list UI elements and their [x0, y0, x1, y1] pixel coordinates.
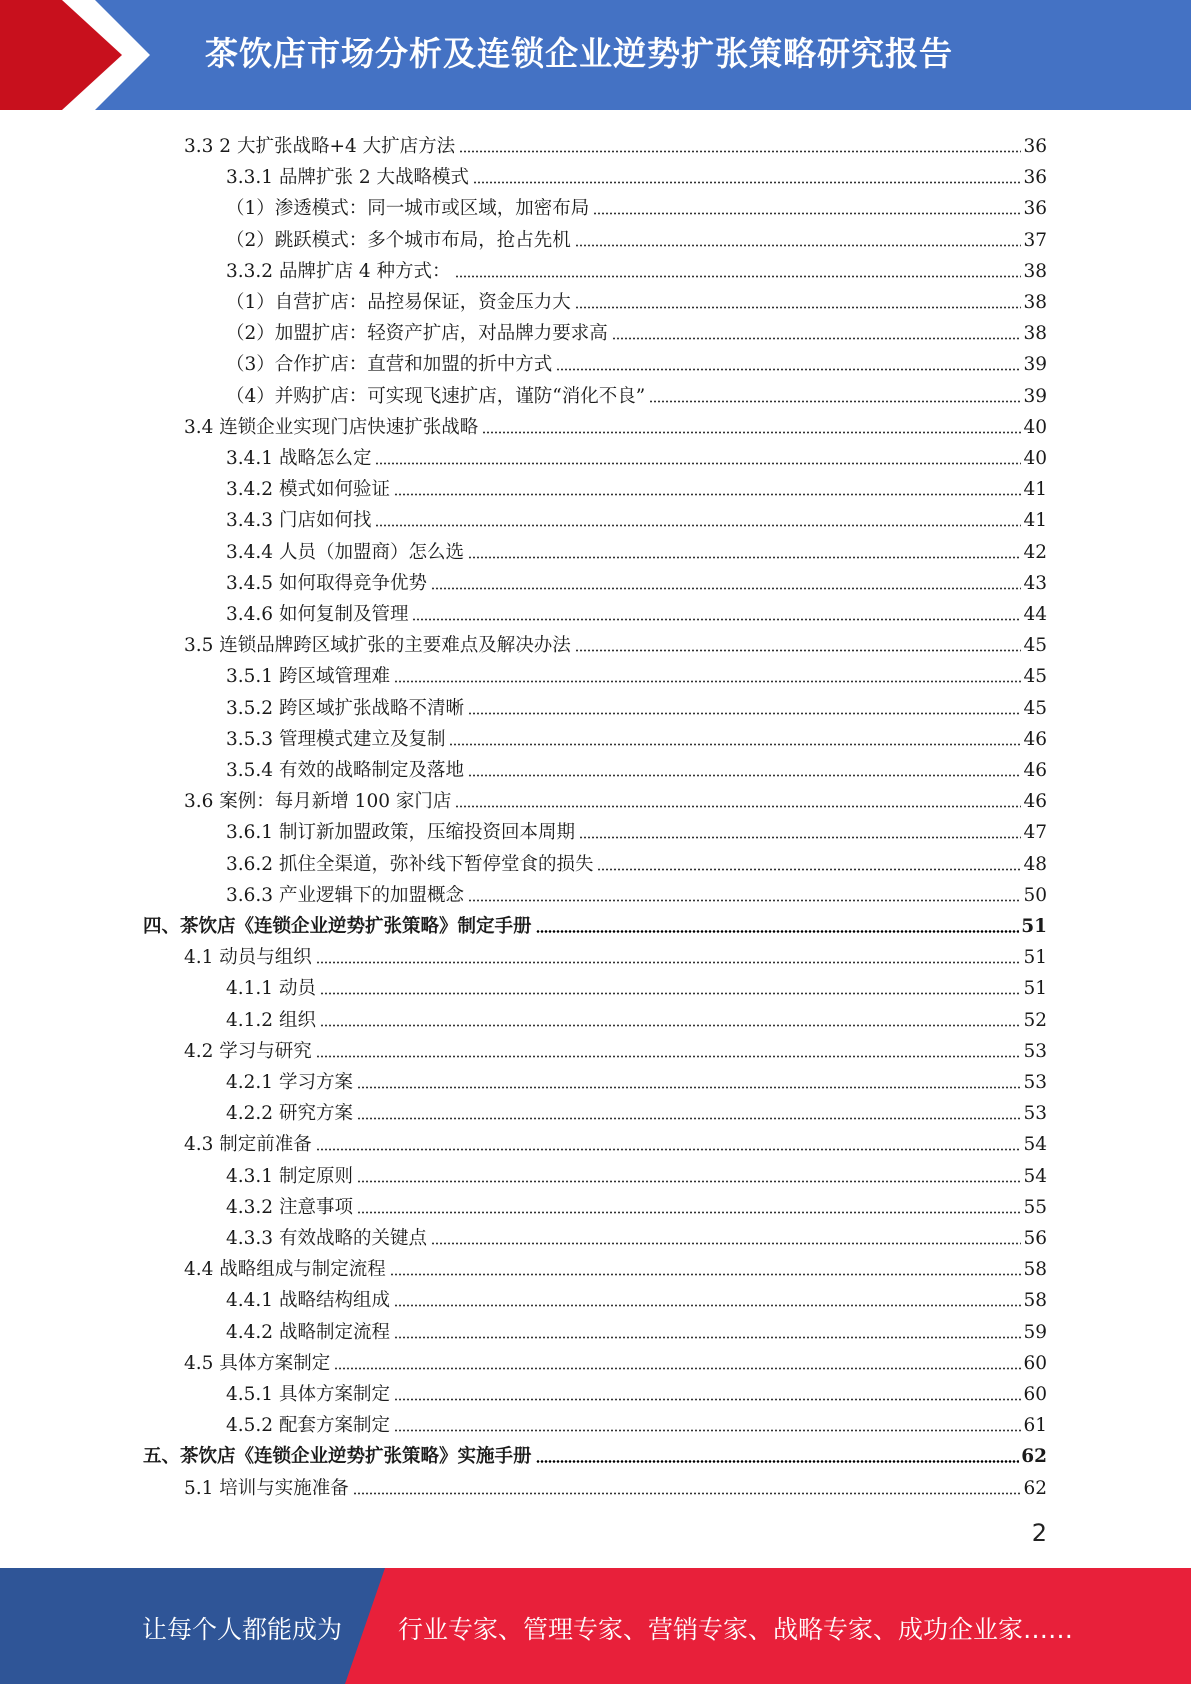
toc-dot-leader — [334, 1348, 1021, 1370]
toc-dot-leader — [394, 661, 1021, 683]
toc-entry[interactable] — [226, 283, 1047, 314]
toc-entry-title: 3.6.2 抓住全渠道，弥补线下暂停堂食的损失 — [226, 853, 594, 875]
toc-entry[interactable] — [226, 1219, 1047, 1250]
toc-entry[interactable] — [226, 564, 1047, 595]
toc-entry-title: 4.3.2 注意事项 — [226, 1196, 353, 1218]
toc-entry[interactable] — [226, 189, 1047, 220]
toc-entry[interactable] — [226, 158, 1047, 189]
toc-dot-leader — [375, 505, 1021, 527]
toc-dot-leader — [459, 131, 1021, 153]
toc-entry-title: 4.4.1 战略结构组成 — [226, 1290, 390, 1312]
toc-dot-leader — [357, 1067, 1022, 1089]
toc-entry-title: （2）加盟扩店：轻资产扩店，对品牌力要求高 — [226, 323, 608, 345]
toc-entry-page: 56 — [1023, 1228, 1047, 1249]
toc-entry[interactable] — [226, 1001, 1047, 1032]
toc-dot-leader — [593, 193, 1021, 215]
toc-dot-leader — [536, 911, 1020, 933]
header-title: 茶饮店市场分析及连锁企业逆势扩张策略研究报告 — [205, 34, 953, 73]
toc-dot-leader — [394, 1285, 1021, 1307]
toc-entry-title: 3.4.6 如何复制及管理 — [226, 604, 409, 625]
toc-entry-page: 60 — [1023, 1352, 1047, 1374]
toc-entry-title: （4）并购扩店：可实现飞速扩店，谨防“消化不良” — [226, 385, 646, 407]
toc-dot-leader — [431, 1223, 1021, 1245]
toc-entry-title: 4.2.1 学习方案 — [226, 1072, 353, 1093]
toc-entry[interactable] — [184, 1125, 1047, 1156]
toc-entry-title: 四、茶饮店《连锁企业逆势扩张策略》制定手册 — [143, 916, 532, 937]
toc-entry-title: 3.4.1 战略怎么定 — [226, 448, 372, 469]
toc-entry-title: 五、茶饮店《连锁企业逆势扩张策略》实施手册 — [143, 1446, 532, 1468]
toc-entry-page: 62 — [1021, 1446, 1047, 1468]
toc-entry-page: 58 — [1023, 1259, 1047, 1281]
toc-entry-page: 39 — [1023, 385, 1047, 407]
toc-entry-title: （1）自营扩店：品控易保证，资金压力大 — [226, 292, 571, 313]
toc-entry-title: 3.4.3 门店如何找 — [226, 510, 372, 532]
toc-entry[interactable] — [184, 127, 1047, 158]
toc-dot-leader — [482, 412, 1021, 434]
toc-entry-title: 4.3 制定前准备 — [184, 1134, 312, 1156]
toc-entry-title: 4.1 动员与组织 — [184, 947, 312, 969]
toc-dot-leader — [316, 1036, 1022, 1058]
toc-entry-title: 4.2 学习与研究 — [184, 1040, 312, 1062]
toc-dot-leader — [468, 880, 1021, 902]
page-number: 2 — [1031, 1519, 1047, 1547]
toc-entry[interactable] — [226, 1063, 1047, 1094]
toc-entry[interactable] — [226, 813, 1047, 844]
toc-entry[interactable] — [184, 782, 1047, 813]
toc-entry-title: 3.6.3 产业逻辑下的加盟概念 — [226, 884, 464, 906]
toc-entry[interactable] — [226, 1157, 1047, 1188]
toc-entry-page: 40 — [1023, 416, 1047, 438]
toc-dot-leader — [455, 256, 1022, 278]
toc-entry-page: 51 — [1023, 978, 1047, 1000]
toc-entry-title: 3.4 连锁企业实现门店快速扩张战略 — [184, 416, 479, 438]
toc-dot-leader — [597, 849, 1021, 871]
toc-entry-page: 43 — [1023, 572, 1047, 594]
toc-entry[interactable] — [226, 689, 1047, 720]
toc-entry-page: 45 — [1023, 697, 1047, 719]
toc-dot-leader — [394, 474, 1021, 496]
toc-entry-title: 4.1.1 动员 — [226, 978, 316, 1000]
toc-entry[interactable] — [226, 1281, 1047, 1312]
toc-entry-page: 38 — [1023, 292, 1047, 313]
toc-entry-title: 4.1.2 组织 — [226, 1009, 316, 1031]
toc-entry-title: 4.4 战略组成与制定流程 — [184, 1259, 386, 1281]
footer-slogan-left: 让每个人都能成为 — [142, 1615, 343, 1644]
toc-entry-page: 47 — [1023, 822, 1047, 844]
toc-entry-title: 3.5.3 管理模式建立及复制 — [226, 728, 446, 750]
toc-dot-leader — [357, 1192, 1022, 1214]
toc-entry-title: 3.3 2 大扩张战略+4 大扩店方法 — [184, 136, 456, 157]
toc-entry[interactable] — [226, 314, 1047, 345]
toc-dot-leader — [320, 973, 1022, 995]
toc-entry-page: 36 — [1023, 167, 1047, 189]
toc-entry-title: 3.4.4 人员（加盟商）怎么选 — [226, 541, 464, 563]
page-header — [0, 0, 1191, 110]
toc-dot-leader — [394, 1410, 1021, 1432]
toc-dot-leader — [357, 1098, 1022, 1120]
toc-entry-page: 41 — [1023, 479, 1047, 501]
toc-entry-title: 4.3.1 制定原则 — [226, 1165, 353, 1187]
toc-entry[interactable] — [226, 1313, 1047, 1344]
toc-entry[interactable] — [226, 969, 1047, 1000]
toc-dot-leader — [575, 287, 1022, 309]
toc-entry[interactable] — [143, 907, 1047, 938]
toc-entry-page: 62 — [1023, 1477, 1047, 1499]
toc-entry-title: 4.5.1 具体方案制定 — [226, 1384, 390, 1405]
toc-entry-page: 55 — [1023, 1196, 1047, 1218]
toc-entry-title: 3.5.1 跨区域管理难 — [226, 666, 390, 688]
toc-entry-title: 3.6 案例：每月新增 100 家门店 — [184, 791, 452, 813]
toc-entry-title: 3.3.2 品牌扩店 4 种方式： — [226, 260, 451, 282]
toc-entry-page: 52 — [1023, 1009, 1047, 1031]
toc-entry-page: 38 — [1023, 323, 1047, 345]
toc-dot-leader — [449, 724, 1021, 746]
toc-entry-page: 40 — [1023, 448, 1047, 469]
toc-dot-leader — [357, 1161, 1022, 1183]
toc-entry[interactable] — [226, 595, 1047, 626]
toc-entry-page: 46 — [1023, 791, 1047, 813]
toc-entry[interactable] — [226, 657, 1047, 688]
toc-entry[interactable] — [184, 1032, 1047, 1063]
toc-entry-page: 53 — [1023, 1103, 1047, 1125]
toc-entry-title: 3.5 连锁品牌跨区域扩张的主要难点及解决办法 — [184, 635, 571, 657]
toc-entry-page: 48 — [1023, 853, 1047, 875]
toc-entry-page: 38 — [1023, 260, 1047, 282]
toc-entry[interactable] — [184, 1469, 1047, 1500]
toc-entry-title: （2）跳跃模式：多个城市布局，抢占先机 — [226, 229, 571, 251]
toc-entry-page: 53 — [1023, 1040, 1047, 1062]
toc-entry-title: 3.5.4 有效的战略制定及落地 — [226, 760, 464, 781]
toc-dot-leader — [412, 599, 1021, 621]
toc-entry[interactable] — [226, 501, 1047, 532]
toc-entry[interactable] — [226, 345, 1047, 376]
toc-dot-leader — [468, 537, 1021, 559]
toc-entry-page: 36 — [1023, 198, 1047, 220]
toc-dot-leader — [316, 1129, 1022, 1151]
toc-entry[interactable] — [226, 1188, 1047, 1219]
toc-entry-page: 59 — [1023, 1321, 1047, 1343]
toc-entry-page: 60 — [1023, 1384, 1047, 1405]
toc-entry-title: 4.4.2 战略制定流程 — [226, 1321, 390, 1343]
footer-slogan-right: 行业专家、管理专家、营销专家、战略专家、成功企业家…… — [398, 1615, 1074, 1644]
toc-dot-leader — [536, 1441, 1020, 1463]
toc-dot-leader — [575, 225, 1022, 247]
toc-entry-page: 37 — [1023, 229, 1047, 251]
toc-entry[interactable] — [226, 221, 1047, 252]
toc-entry-page: 46 — [1023, 728, 1047, 750]
toc-entry[interactable] — [184, 408, 1047, 439]
toc-dot-leader — [394, 1379, 1021, 1401]
toc-entry-page: 61 — [1023, 1415, 1047, 1437]
toc-entry[interactable] — [184, 938, 1047, 969]
toc-dot-leader — [431, 568, 1021, 590]
toc-entry[interactable] — [184, 626, 1047, 657]
toc-entry-page: 36 — [1023, 136, 1047, 157]
toc-entry-page: 51 — [1023, 947, 1047, 969]
toc-entry-title: （1）渗透模式：同一城市或区域，加密布局 — [226, 198, 590, 220]
toc-entry[interactable] — [226, 1375, 1047, 1406]
toc-dot-leader — [612, 318, 1022, 340]
toc-dot-leader — [575, 630, 1022, 652]
toc-entry[interactable] — [226, 470, 1047, 501]
toc-entry-page: 50 — [1023, 884, 1047, 906]
toc-entry[interactable] — [184, 1344, 1047, 1375]
page-footer — [0, 1568, 1191, 1684]
toc-entry[interactable] — [226, 1094, 1047, 1125]
toc-entry[interactable] — [184, 1250, 1047, 1281]
toc-dot-leader — [556, 349, 1021, 371]
toc-dot-leader — [579, 817, 1021, 839]
toc-entry[interactable] — [226, 845, 1047, 876]
toc-entry-title: 3.4.2 模式如何验证 — [226, 479, 390, 501]
toc-dot-leader — [353, 1473, 1022, 1495]
toc-entry-title: 5.1 培训与实施准备 — [184, 1477, 349, 1499]
toc-entry-page: 41 — [1023, 510, 1047, 532]
toc-entry-title: 4.2.2 研究方案 — [226, 1103, 353, 1125]
toc-entry-title: 3.6.1 制订新加盟政策，压缩投资回本周期 — [226, 822, 575, 844]
toc-dot-leader — [455, 786, 1021, 808]
toc-entry-title: 3.4.5 如何取得竞争优势 — [226, 572, 427, 594]
toc-entry-page: 51 — [1021, 916, 1047, 937]
toc-entry-page: 44 — [1023, 604, 1047, 625]
toc-entry-page: 45 — [1023, 635, 1047, 657]
toc-dot-leader — [390, 1254, 1022, 1276]
toc-entry-title: （3）合作扩店：直营和加盟的折中方式 — [226, 354, 553, 376]
toc-entry-page: 53 — [1023, 1072, 1047, 1093]
toc-entry-title: 3.3.1 品牌扩张 2 大战略模式 — [226, 167, 469, 189]
toc-dot-leader — [394, 1317, 1021, 1339]
toc-entry-title: 4.5 具体方案制定 — [184, 1352, 331, 1374]
toc-entry[interactable] — [226, 533, 1047, 564]
toc-dot-leader — [468, 755, 1021, 777]
toc-entry[interactable] — [226, 1406, 1047, 1437]
toc-entry[interactable] — [226, 252, 1047, 283]
toc-entry-title: 4.3.3 有效战略的关键点 — [226, 1228, 427, 1249]
toc-entry-page: 54 — [1023, 1165, 1047, 1187]
toc-dot-leader — [649, 381, 1021, 403]
toc-dot-leader — [468, 693, 1021, 715]
toc-entry-page: 58 — [1023, 1290, 1047, 1312]
toc-dot-leader — [320, 1005, 1022, 1027]
toc-entry-page: 54 — [1023, 1134, 1047, 1156]
toc-dot-leader — [375, 443, 1021, 465]
toc-entry-title: 3.5.2 跨区域扩张战略不清晰 — [226, 697, 464, 719]
toc-entry[interactable] — [226, 439, 1047, 470]
toc-entry-page: 45 — [1023, 666, 1047, 688]
toc-entry[interactable] — [226, 876, 1047, 907]
toc-entry[interactable] — [226, 720, 1047, 751]
toc-entry-title: 4.5.2 配套方案制定 — [226, 1415, 390, 1437]
toc-entry-page: 39 — [1023, 354, 1047, 376]
toc-entry[interactable] — [143, 1437, 1047, 1468]
toc-dot-leader — [473, 162, 1021, 184]
toc-entry[interactable] — [226, 751, 1047, 782]
toc-dot-leader — [316, 942, 1022, 964]
toc-entry-page: 42 — [1023, 541, 1047, 563]
toc-entry[interactable] — [226, 377, 1047, 408]
toc-entry-page: 46 — [1023, 760, 1047, 781]
